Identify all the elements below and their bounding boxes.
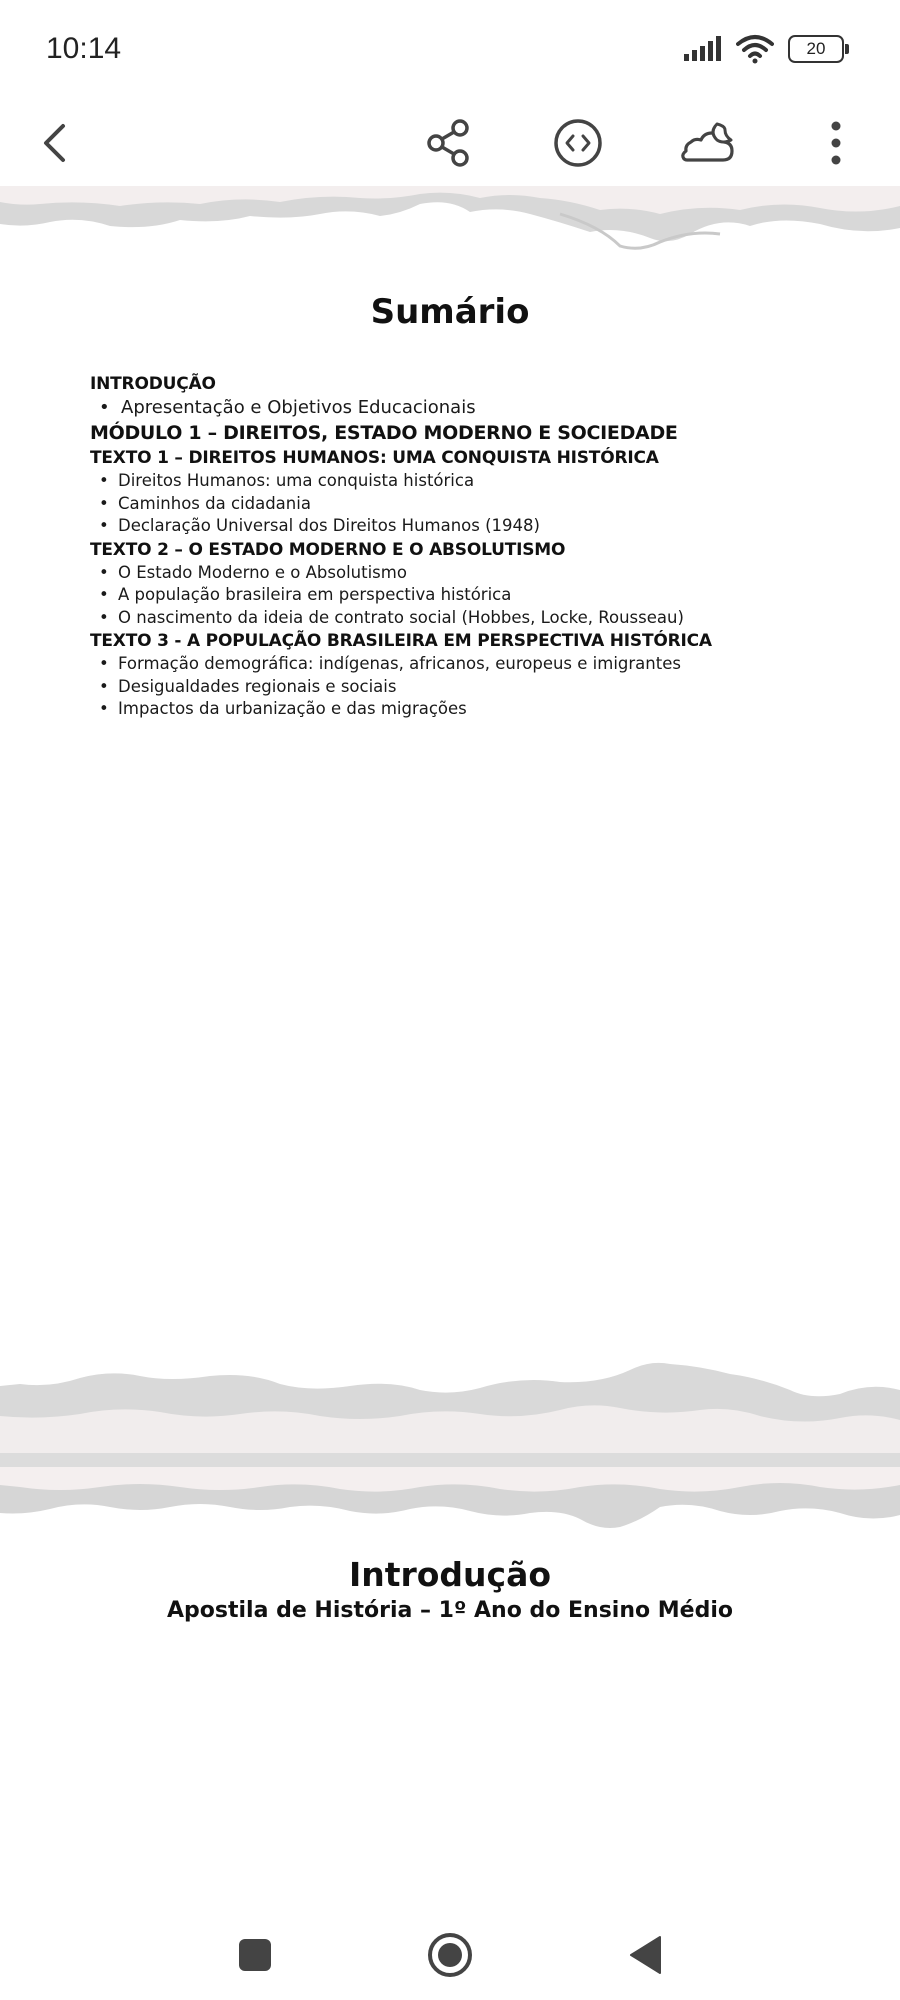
toc-heading-texto-3: TEXTO 3 - A POPULAÇÃO BRASILEIRA EM PERSPECTIVA HISTÓRICA [90,631,712,651]
code-view-button[interactable] [538,100,618,186]
page-title: Sumário [370,292,530,332]
status-bar [0,0,900,100]
status-time: 10:14 [46,32,122,65]
code-icon [553,118,603,168]
back-button[interactable] [14,100,94,186]
toc-item[interactable]: • Direitos Humanos: uma conquista histórica [90,470,850,493]
toc-item[interactable]: • Desigualdades regionais e sociais [90,676,850,699]
battery-icon [788,35,844,63]
night-mode-icon [679,120,735,166]
page-title: Introdução [348,1555,552,1594]
more-icon [829,120,843,166]
torn-paper-bottom-decoration [0,1360,900,1455]
toc-list [90,653,850,721]
toc-item[interactable]: • Apresentação e Objetivos Educacionais [90,396,850,420]
torn-paper-top-decoration [0,1467,900,1542]
page-separator [0,1453,900,1467]
battery-level: 20 [806,39,826,58]
torn-paper-top-decoration [0,186,900,266]
system-navigation-bar [0,1900,900,2000]
toc-list [90,562,850,630]
toc-item[interactable]: • Caminhos da cidadania [90,493,850,516]
more-options-button[interactable] [796,100,876,186]
signal-icon [682,36,722,62]
toc-list [90,396,850,420]
toc-item[interactable]: • Formação demográfica: indígenas, africanos, europeus e imigrantes [90,653,850,676]
toc-list [90,470,850,538]
home-circle-icon [426,1931,474,1979]
toc-heading-texto-1: TEXTO 1 – DIREITOS HUMANOS: UMA CONQUISTA HISTÓRICA [90,448,659,468]
status-icons [682,34,844,64]
share-button[interactable] [409,100,489,186]
back-arrow-icon [39,122,69,164]
toc-item[interactable]: • A população brasileira em perspectiva histórica [90,584,850,607]
toc-heading-modulo-1: MÓDULO 1 – DIREITOS, ESTADO MODERNO E SOCIEDADE [90,422,678,444]
home-button[interactable] [405,1922,495,1988]
night-mode-button[interactable] [667,100,747,186]
toc-item[interactable]: • O Estado Moderno e o Absolutismo [90,562,850,585]
back-nav-button[interactable] [600,1922,690,1988]
toc-heading-introducao: INTRODUÇÃO [90,374,216,394]
page-subtitle: Apostila de História – 1º Ano do Ensino Médio [167,1598,733,1623]
recents-button[interactable] [210,1922,300,1988]
toc-item[interactable]: • Impactos da urbanização e das migrações [90,698,850,721]
reader-toolbar [0,100,900,186]
back-triangle-icon [628,1935,662,1975]
recents-square-icon [238,1938,272,1972]
table-of-contents [90,372,850,721]
toc-heading-texto-2: TEXTO 2 – O ESTADO MODERNO E O ABSOLUTISMO [90,539,566,560]
toc-item[interactable]: • O nascimento da ideia de contrato social (Hobbes, Locke, Rousseau) [90,607,850,630]
toc-item[interactable]: • Declaração Universal dos Direitos Humanos (1948) [90,515,850,538]
share-icon [424,118,474,168]
wifi-icon [736,34,774,64]
